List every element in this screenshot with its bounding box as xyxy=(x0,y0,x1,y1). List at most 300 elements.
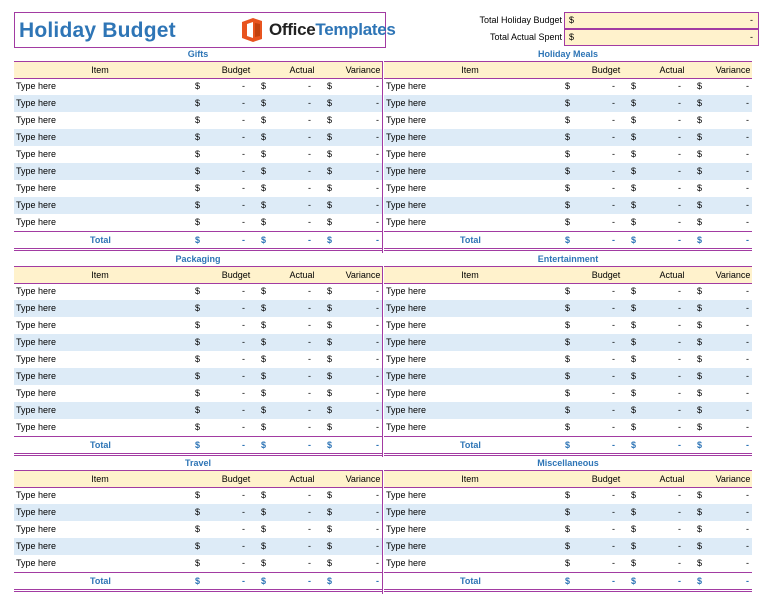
variance-currency: $ xyxy=(697,524,703,534)
actual-currency: $ xyxy=(261,422,267,432)
budget-cell[interactable] xyxy=(195,146,245,163)
budget-cell[interactable] xyxy=(565,385,615,402)
variance-currency: $ xyxy=(327,286,333,296)
actual-value: - xyxy=(308,149,311,159)
total-label: Total xyxy=(460,440,481,450)
budget-currency: $ xyxy=(565,320,571,330)
item-input[interactable]: Type here xyxy=(386,507,427,517)
budget-cell[interactable] xyxy=(195,95,245,112)
budget-cell[interactable] xyxy=(565,197,615,214)
actual-currency: $ xyxy=(631,354,637,364)
budget-value: - xyxy=(612,388,615,398)
budget-cell[interactable] xyxy=(565,129,615,146)
actual-cell[interactable] xyxy=(261,317,311,334)
total-variance-currency: $ xyxy=(697,440,703,450)
budget-currency: $ xyxy=(195,286,201,296)
total-budget-row xyxy=(384,12,758,29)
budget-value: - xyxy=(242,405,245,415)
actual-currency: $ xyxy=(631,149,637,159)
budget-cell[interactable] xyxy=(565,214,615,231)
actual-currency: $ xyxy=(631,388,637,398)
item-input[interactable]: Type here xyxy=(386,303,427,313)
item-input[interactable]: Type here xyxy=(386,388,427,398)
item-input[interactable]: Type here xyxy=(386,183,427,193)
variance-currency: $ xyxy=(697,371,703,381)
column-header-variance: Variance xyxy=(345,474,381,484)
budget-cell[interactable] xyxy=(565,317,615,334)
budget-currency: $ xyxy=(195,81,201,91)
item-input[interactable]: Type here xyxy=(386,166,427,176)
item-input[interactable]: Type here xyxy=(386,371,427,381)
item-input[interactable]: Type here xyxy=(386,132,427,142)
variance-currency: $ xyxy=(327,149,333,159)
column-header-budget: Budget xyxy=(591,474,621,484)
office-templates-logo-icon xyxy=(239,17,265,43)
actual-value: - xyxy=(308,490,311,500)
budget-value: - xyxy=(612,81,615,91)
budget-currency: $ xyxy=(565,388,571,398)
actual-value: - xyxy=(678,115,681,125)
actual-cell[interactable] xyxy=(261,504,311,521)
item-input[interactable]: Type here xyxy=(386,149,427,159)
variance-value: - xyxy=(746,320,749,330)
item-input[interactable]: Type here xyxy=(16,166,57,176)
budget-cell[interactable] xyxy=(565,555,615,572)
variance-cell xyxy=(697,521,749,538)
actual-cell[interactable] xyxy=(631,521,681,538)
actual-cell[interactable] xyxy=(261,283,311,300)
actual-cell[interactable] xyxy=(631,283,681,300)
budget-cell[interactable] xyxy=(565,368,615,385)
item-input[interactable]: Type here xyxy=(386,98,427,108)
actual-cell[interactable] xyxy=(631,351,681,368)
panel-divider xyxy=(382,470,383,594)
budget-currency: $ xyxy=(195,558,201,568)
actual-cell[interactable] xyxy=(261,402,311,419)
actual-cell[interactable] xyxy=(631,95,681,112)
actual-cell[interactable] xyxy=(261,146,311,163)
item-input[interactable]: Type here xyxy=(386,490,427,500)
variance-cell xyxy=(697,538,749,555)
variance-cell xyxy=(697,146,749,163)
header xyxy=(14,12,758,48)
budget-currency: $ xyxy=(565,98,571,108)
variance-currency: $ xyxy=(327,354,333,364)
budget-cell[interactable] xyxy=(195,504,245,521)
item-input[interactable]: Type here xyxy=(16,541,57,551)
budget-cell[interactable] xyxy=(565,334,615,351)
actual-cell[interactable] xyxy=(631,334,681,351)
item-input[interactable]: Type here xyxy=(16,371,57,381)
budget-cell[interactable] xyxy=(565,146,615,163)
actual-currency: $ xyxy=(631,98,637,108)
actual-cell[interactable] xyxy=(261,521,311,538)
variance-currency: $ xyxy=(327,541,333,551)
column-header-actual: Actual xyxy=(289,270,315,280)
budget-cell[interactable] xyxy=(195,402,245,419)
item-input[interactable]: Type here xyxy=(16,507,57,517)
budget-value: - xyxy=(612,217,615,227)
item-input[interactable]: Type here xyxy=(16,354,57,364)
budget-value: - xyxy=(612,166,615,176)
actual-cell[interactable] xyxy=(261,214,311,231)
actual-cell[interactable] xyxy=(261,163,311,180)
variance-value: - xyxy=(746,303,749,313)
budget-currency: $ xyxy=(195,98,201,108)
actual-cell[interactable] xyxy=(261,180,311,197)
variance-cell xyxy=(697,334,749,351)
actual-cell[interactable] xyxy=(631,317,681,334)
budget-cell[interactable] xyxy=(565,95,615,112)
budget-cell[interactable] xyxy=(195,197,245,214)
actual-cell[interactable] xyxy=(631,300,681,317)
variance-value: - xyxy=(746,388,749,398)
variance-currency: $ xyxy=(327,217,333,227)
item-input[interactable]: Type here xyxy=(16,98,57,108)
budget-currency: $ xyxy=(195,405,201,415)
variance-cell xyxy=(697,197,749,214)
column-header-item: Item xyxy=(461,65,479,75)
actual-cell[interactable] xyxy=(631,112,681,129)
item-input[interactable]: Type here xyxy=(16,200,57,210)
actual-value: - xyxy=(308,320,311,330)
total-budget-value: - xyxy=(750,15,753,25)
budget-cell[interactable] xyxy=(565,419,615,436)
actual-cell[interactable] xyxy=(631,146,681,163)
budget-value: - xyxy=(612,558,615,568)
actual-cell[interactable] xyxy=(631,163,681,180)
variance-cell xyxy=(327,180,379,197)
variance-cell xyxy=(327,368,379,385)
variance-cell xyxy=(327,197,379,214)
variance-value: - xyxy=(746,558,749,568)
actual-value: - xyxy=(678,183,681,193)
actual-cell[interactable] xyxy=(631,538,681,555)
table-row xyxy=(384,78,752,95)
total-actual-value: - xyxy=(308,235,311,245)
actual-cell[interactable] xyxy=(261,487,311,504)
item-input[interactable]: Type here xyxy=(16,149,57,159)
item-input[interactable]: Type here xyxy=(386,320,427,330)
item-input[interactable]: Type here xyxy=(386,422,427,432)
actual-cell[interactable] xyxy=(261,385,311,402)
actual-cell[interactable] xyxy=(261,197,311,214)
item-input[interactable]: Type here xyxy=(386,286,427,296)
variance-cell xyxy=(327,129,379,146)
budget-value: - xyxy=(612,422,615,432)
variance-currency: $ xyxy=(697,337,703,347)
variance-cell xyxy=(327,521,379,538)
budget-cell[interactable] xyxy=(195,180,245,197)
actual-cell[interactable] xyxy=(631,197,681,214)
item-input[interactable]: Type here xyxy=(386,405,427,415)
budget-cell[interactable] xyxy=(195,385,245,402)
item-input[interactable]: Type here xyxy=(16,388,57,398)
variance-currency: $ xyxy=(327,132,333,142)
section-rows xyxy=(14,487,382,592)
total-actual-cell[interactable] xyxy=(564,29,759,46)
item-input[interactable]: Type here xyxy=(16,490,57,500)
column-header-budget: Budget xyxy=(591,65,621,75)
variance-value: - xyxy=(376,98,379,108)
column-header-item: Item xyxy=(91,65,109,75)
actual-cell[interactable] xyxy=(261,78,311,95)
budget-currency: $ xyxy=(195,337,201,347)
actual-cell[interactable] xyxy=(631,214,681,231)
section-rows xyxy=(384,78,752,251)
budget-cell[interactable] xyxy=(565,300,615,317)
item-input[interactable]: Type here xyxy=(16,217,57,227)
budget-cell[interactable] xyxy=(195,163,245,180)
budget-cell[interactable] xyxy=(195,78,245,95)
item-input[interactable]: Type here xyxy=(386,217,427,227)
budget-value: - xyxy=(242,132,245,142)
actual-cell[interactable] xyxy=(261,555,311,572)
total-variance-currency: $ xyxy=(327,576,333,586)
variance-value: - xyxy=(746,200,749,210)
budget-currency: $ xyxy=(195,149,201,159)
actual-value: - xyxy=(678,132,681,142)
variance-cell xyxy=(327,146,379,163)
budget-cell[interactable] xyxy=(195,521,245,538)
actual-value: - xyxy=(308,524,311,534)
budget-cell[interactable] xyxy=(565,283,615,300)
variance-value: - xyxy=(376,337,379,347)
budget-cell[interactable] xyxy=(195,112,245,129)
logo-text xyxy=(269,20,396,40)
actual-cell[interactable] xyxy=(631,419,681,436)
item-input[interactable]: Type here xyxy=(16,524,57,534)
column-header-row xyxy=(14,470,382,488)
budget-cell[interactable] xyxy=(565,351,615,368)
actual-cell[interactable] xyxy=(631,555,681,572)
actual-cell[interactable] xyxy=(261,351,311,368)
item-input[interactable]: Type here xyxy=(16,303,57,313)
variance-value: - xyxy=(376,81,379,91)
column-header-budget: Budget xyxy=(221,474,251,484)
total-actual-value: - xyxy=(308,576,311,586)
budget-currency: $ xyxy=(565,166,571,176)
actual-cell[interactable] xyxy=(631,504,681,521)
actual-currency: $ xyxy=(631,132,637,142)
total-actual-row xyxy=(384,29,758,46)
actual-value: - xyxy=(308,115,311,125)
total-variance-value: - xyxy=(376,576,379,586)
budget-cell[interactable] xyxy=(565,112,615,129)
budget-value: - xyxy=(242,183,245,193)
actual-cell[interactable] xyxy=(261,129,311,146)
budget-cell[interactable] xyxy=(195,487,245,504)
item-input[interactable]: Type here xyxy=(386,541,427,551)
variance-cell xyxy=(327,487,379,504)
budget-cell[interactable] xyxy=(565,487,615,504)
variance-cell xyxy=(327,504,379,521)
variance-cell xyxy=(327,555,379,572)
actual-currency: $ xyxy=(631,337,637,347)
budget-currency: $ xyxy=(195,388,201,398)
variance-value: - xyxy=(376,183,379,193)
variance-cell xyxy=(327,351,379,368)
variance-cell xyxy=(697,317,749,334)
budget-cell[interactable] xyxy=(195,214,245,231)
table-row xyxy=(384,334,752,351)
item-input[interactable]: Type here xyxy=(16,183,57,193)
actual-cell[interactable] xyxy=(261,300,311,317)
variance-currency: $ xyxy=(327,166,333,176)
actual-currency: $ xyxy=(631,320,637,330)
actual-currency: $ xyxy=(261,98,267,108)
budget-value: - xyxy=(612,405,615,415)
budget-cell[interactable] xyxy=(565,78,615,95)
budget-cell[interactable] xyxy=(565,402,615,419)
column-header-row xyxy=(384,266,752,284)
budget-cell[interactable] xyxy=(565,521,615,538)
budget-currency: $ xyxy=(565,115,571,125)
variance-currency: $ xyxy=(327,371,333,381)
budget-cell[interactable] xyxy=(195,555,245,572)
budget-currency: $ xyxy=(565,541,571,551)
variance-currency: $ xyxy=(327,320,333,330)
variance-cell xyxy=(697,78,749,95)
item-input[interactable]: Type here xyxy=(16,115,57,125)
logo xyxy=(239,13,396,47)
table-row xyxy=(14,555,382,572)
item-input[interactable]: Type here xyxy=(16,422,57,432)
actual-currency: $ xyxy=(261,405,267,415)
item-input[interactable]: Type here xyxy=(386,558,427,568)
actual-cell[interactable] xyxy=(261,95,311,112)
actual-cell[interactable] xyxy=(631,402,681,419)
item-input[interactable]: Type here xyxy=(386,200,427,210)
budget-value: - xyxy=(242,490,245,500)
total-budget-cell[interactable] xyxy=(564,12,759,29)
budget-cell[interactable] xyxy=(565,180,615,197)
column-header-item: Item xyxy=(461,474,479,484)
item-input[interactable]: Type here xyxy=(16,405,57,415)
total-row xyxy=(384,572,752,592)
budget-value: - xyxy=(612,490,615,500)
actual-currency: $ xyxy=(261,371,267,381)
actual-value: - xyxy=(678,524,681,534)
budget-value: - xyxy=(612,183,615,193)
item-input[interactable]: Type here xyxy=(386,337,427,347)
total-variance-value: - xyxy=(746,576,749,586)
budget-cell[interactable] xyxy=(195,317,245,334)
actual-value: - xyxy=(678,388,681,398)
variance-cell xyxy=(327,317,379,334)
actual-cell[interactable] xyxy=(261,419,311,436)
variance-cell xyxy=(327,402,379,419)
budget-cell[interactable] xyxy=(195,368,245,385)
title-box xyxy=(14,12,396,48)
section-rows xyxy=(384,487,752,592)
actual-cell[interactable] xyxy=(261,112,311,129)
actual-cell[interactable] xyxy=(261,334,311,351)
actual-cell[interactable] xyxy=(631,180,681,197)
variance-currency: $ xyxy=(327,558,333,568)
total-row xyxy=(384,436,752,456)
budget-currency: $ xyxy=(195,422,201,432)
actual-cell[interactable] xyxy=(631,368,681,385)
actual-value: - xyxy=(308,303,311,313)
item-input[interactable]: Type here xyxy=(16,286,57,296)
table-row xyxy=(14,504,382,521)
column-header-item: Item xyxy=(91,270,109,280)
item-input[interactable]: Type here xyxy=(16,81,57,91)
budget-cell[interactable] xyxy=(195,129,245,146)
actual-cell[interactable] xyxy=(631,78,681,95)
item-input[interactable]: Type here xyxy=(386,524,427,534)
budget-value: - xyxy=(612,541,615,551)
budget-cell[interactable] xyxy=(565,538,615,555)
budget-cell[interactable] xyxy=(565,163,615,180)
total-budget-currency: $ xyxy=(565,576,571,586)
budget-currency: $ xyxy=(195,200,201,210)
budget-value: - xyxy=(242,371,245,381)
item-input[interactable]: Type here xyxy=(386,81,427,91)
actual-cell[interactable] xyxy=(261,538,311,555)
item-input[interactable]: Type here xyxy=(386,354,427,364)
budget-value: - xyxy=(242,166,245,176)
logo-text-templates: Templates xyxy=(315,20,396,39)
actual-currency: $ xyxy=(631,558,637,568)
column-header-row xyxy=(14,266,382,284)
actual-currency: $ xyxy=(631,217,637,227)
column-header-budget: Budget xyxy=(221,65,251,75)
budget-value: - xyxy=(242,303,245,313)
variance-currency: $ xyxy=(697,405,703,415)
budget-value: - xyxy=(242,354,245,364)
table-row xyxy=(14,317,382,334)
table-row xyxy=(384,180,752,197)
section-title: Packaging xyxy=(175,254,221,264)
item-input[interactable]: Type here xyxy=(386,115,427,125)
actual-currency: $ xyxy=(261,286,267,296)
budget-cell[interactable] xyxy=(565,504,615,521)
actual-cell[interactable] xyxy=(631,129,681,146)
actual-currency: $ xyxy=(631,286,637,296)
budget-cell[interactable] xyxy=(195,283,245,300)
total-budget-value: - xyxy=(242,440,245,450)
total-actual-currency: $ xyxy=(261,440,267,450)
item-input[interactable]: Type here xyxy=(16,132,57,142)
budget-cell[interactable] xyxy=(195,538,245,555)
item-input[interactable]: Type here xyxy=(16,320,57,330)
actual-cell[interactable] xyxy=(261,368,311,385)
variance-value: - xyxy=(376,200,379,210)
budget-currency: $ xyxy=(195,490,201,500)
table-row xyxy=(14,385,382,402)
budget-cell[interactable] xyxy=(195,334,245,351)
item-input[interactable]: Type here xyxy=(16,558,57,568)
table-row xyxy=(14,334,382,351)
total-label: Total xyxy=(460,235,481,245)
budget-cell[interactable] xyxy=(195,419,245,436)
actual-value: - xyxy=(678,286,681,296)
budget-cell[interactable] xyxy=(195,351,245,368)
variance-cell xyxy=(697,95,749,112)
variance-value: - xyxy=(746,183,749,193)
actual-value: - xyxy=(678,303,681,313)
budget-cell[interactable] xyxy=(195,300,245,317)
actual-cell[interactable] xyxy=(631,487,681,504)
actual-cell[interactable] xyxy=(631,385,681,402)
actual-value: - xyxy=(678,354,681,364)
budget-currency: $ xyxy=(195,115,201,125)
item-input[interactable]: Type here xyxy=(16,337,57,347)
total-variance-value: - xyxy=(746,235,749,245)
actual-currency: $ xyxy=(261,132,267,142)
